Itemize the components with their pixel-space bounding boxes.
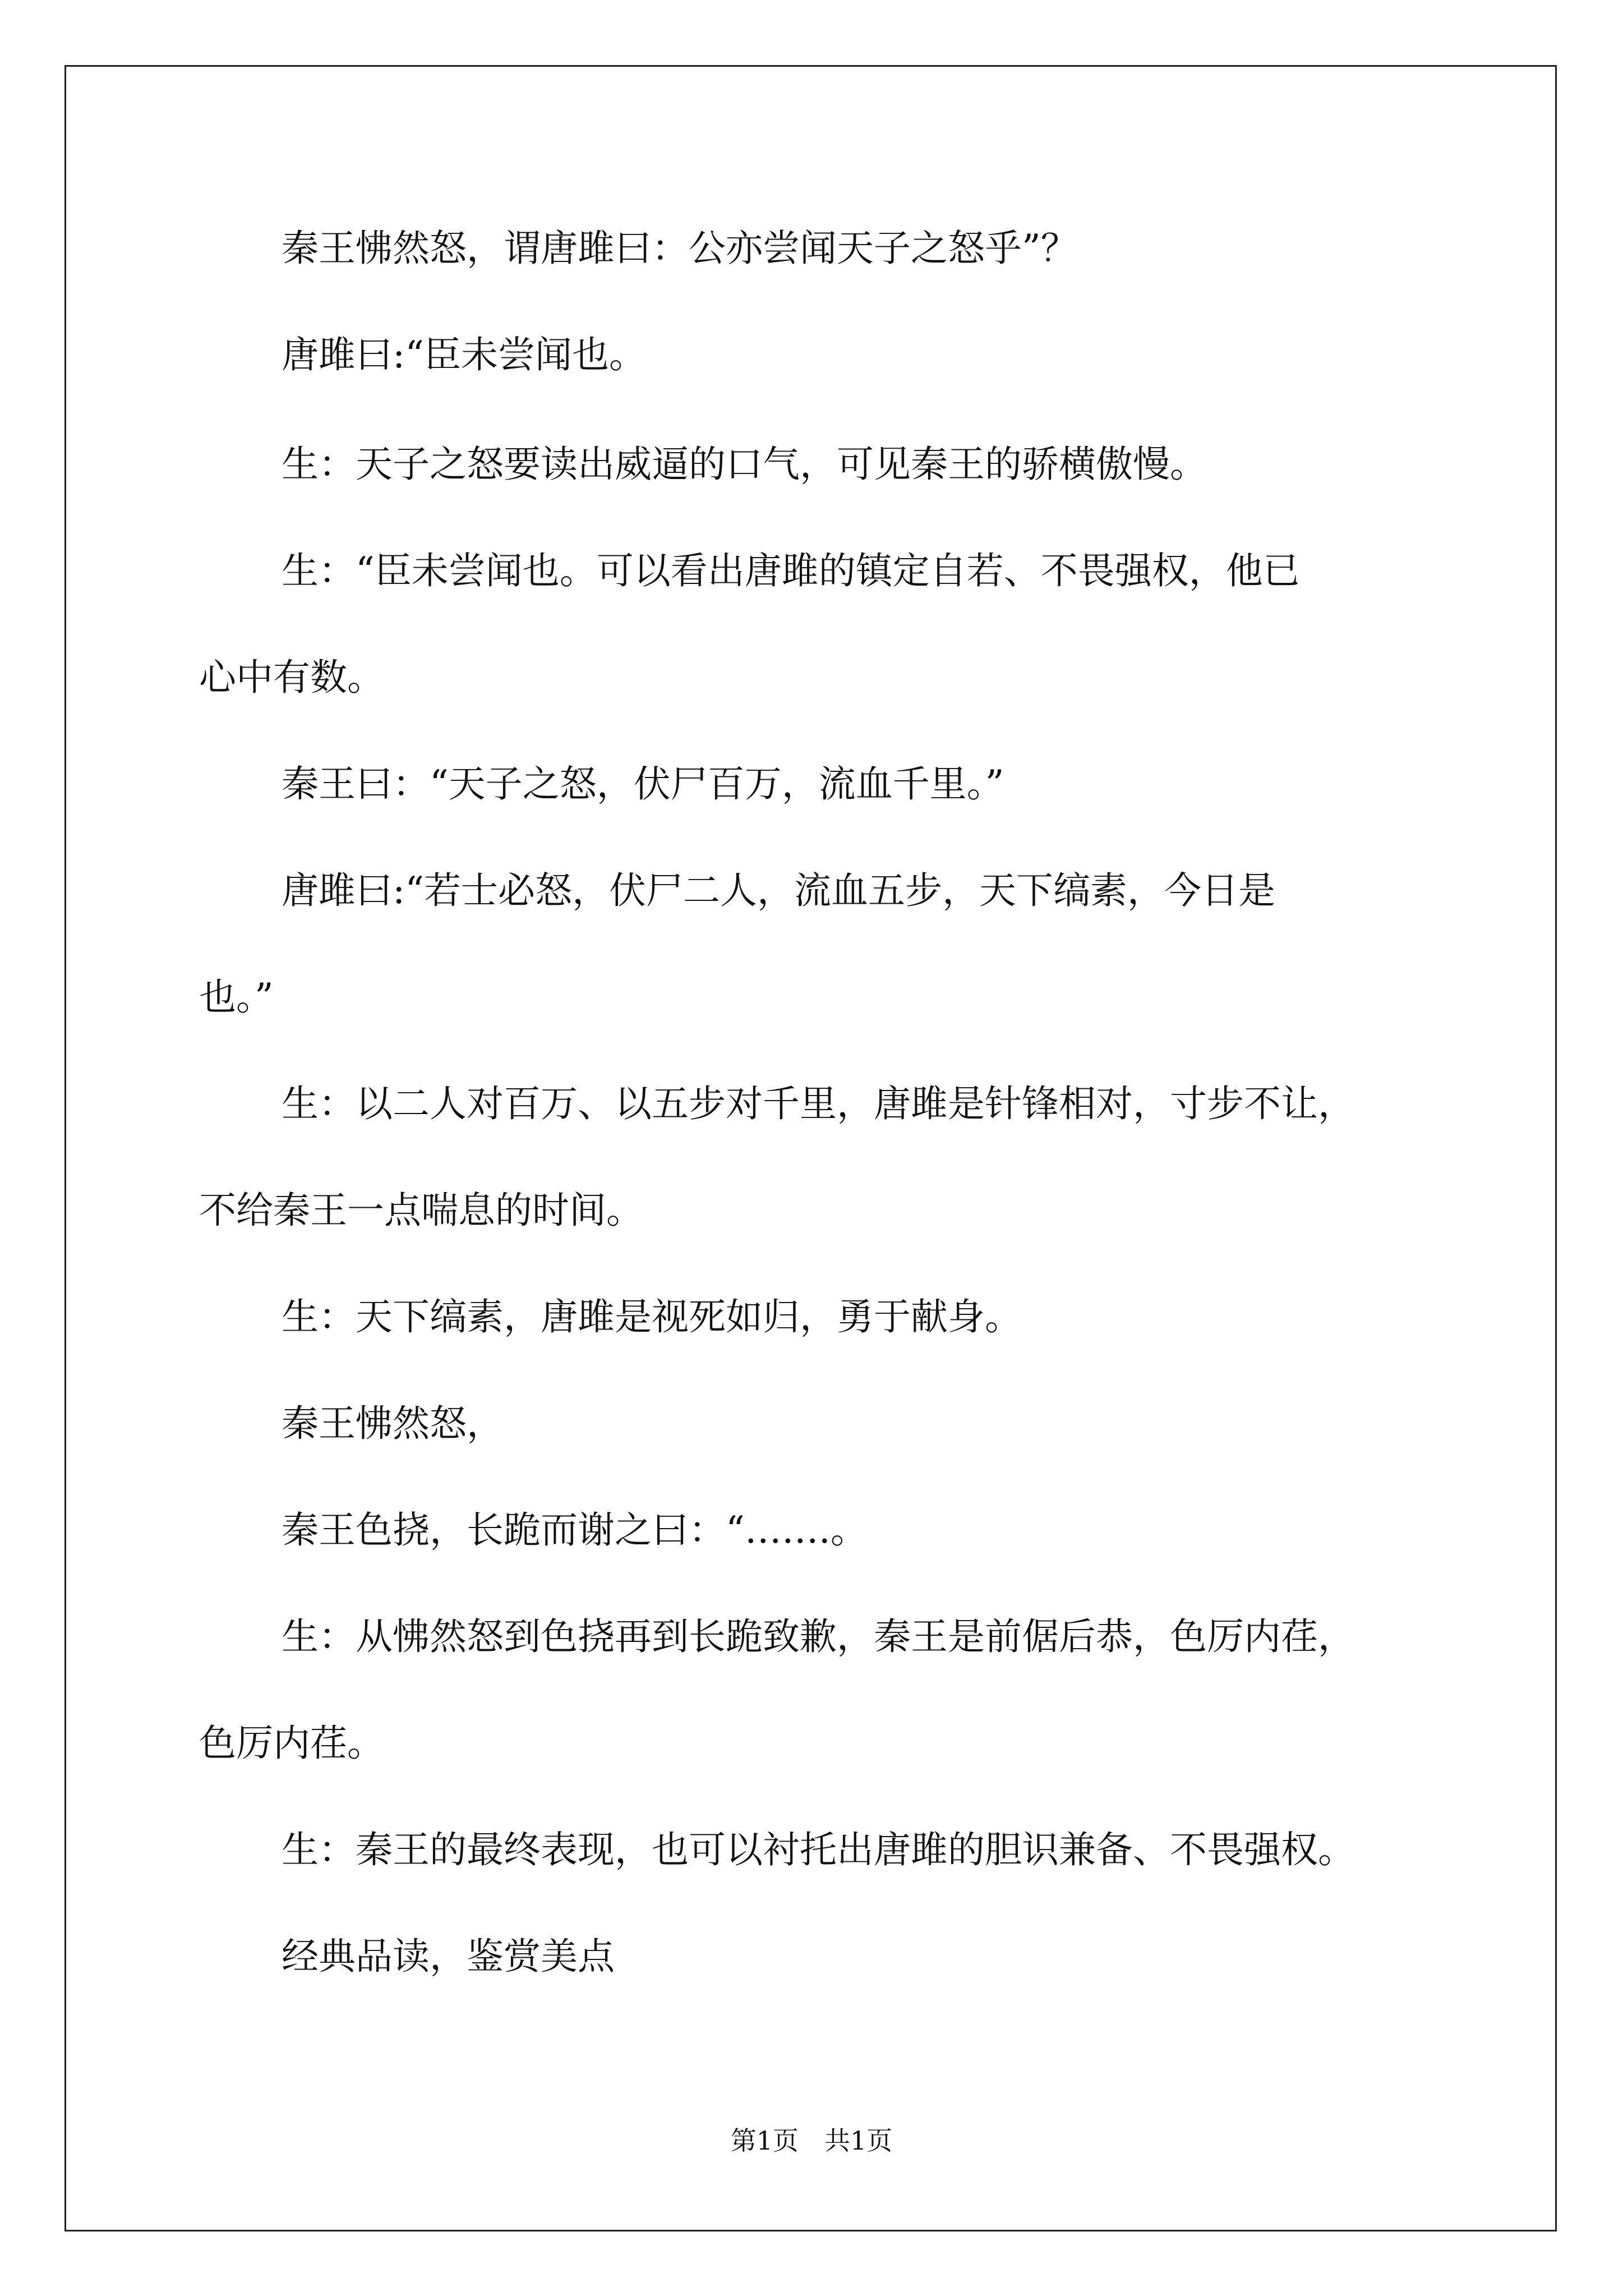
paragraph-10: 秦王色挠，长跪而谢之曰：“…….。 [282,1508,868,1552]
page-footer: 第1页 共1页 [730,2125,893,2156]
paragraph-11: 生：从怫然怒到色挠再到长跪致歉，秦王是前倨后恭，色厉内荏， [282,1615,1355,1658]
paragraph-13: 经典品读，鉴赏美点 [282,1935,615,1978]
paragraph-1: 秦王怫然怒，谓唐雎曰：公亦尝闻天子之怒乎”？ [282,227,1078,270]
paragraph-7-cont: 不给秦王一点喘息的时间。 [199,1189,643,1232]
paragraph-4: 生：“臣未尝闻也。可以看出唐雎的镇定自若、不畏强权，他已 [282,549,1300,592]
paragraph-12: 生：秦王的最终表现，也可以衬托出唐雎的胆识兼备、不畏强权。 [282,1828,1355,1871]
page-border [64,65,1557,2231]
paragraph-2: 唐雎曰:“臣未尝闻也。 [282,333,646,376]
paragraph-7: 生：以二人对百万、以五步对千里，唐雎是针锋相对，寸步不让， [282,1082,1355,1125]
paragraph-9: 秦王怫然怒， [282,1402,504,1445]
paragraph-3: 生：天子之怒要读出威逼的口气，可见秦王的骄横傲慢。 [282,443,1207,486]
paragraph-4-cont: 心中有数。 [199,656,384,699]
paragraph-11-cont: 色厉内荏。 [199,1722,384,1765]
paragraph-8: 生：天下缟素，唐雎是视死如归，勇于献身。 [282,1295,1022,1338]
paragraph-6-cont: 也。” [199,976,274,1019]
paragraph-6: 唐雎曰:“若士必怒，伏尸二人，流血五步，天下缟素，今日是 [282,869,1275,912]
paragraph-5: 秦王曰：“天子之怒，伏尸百万，流血千里。” [282,762,1004,806]
